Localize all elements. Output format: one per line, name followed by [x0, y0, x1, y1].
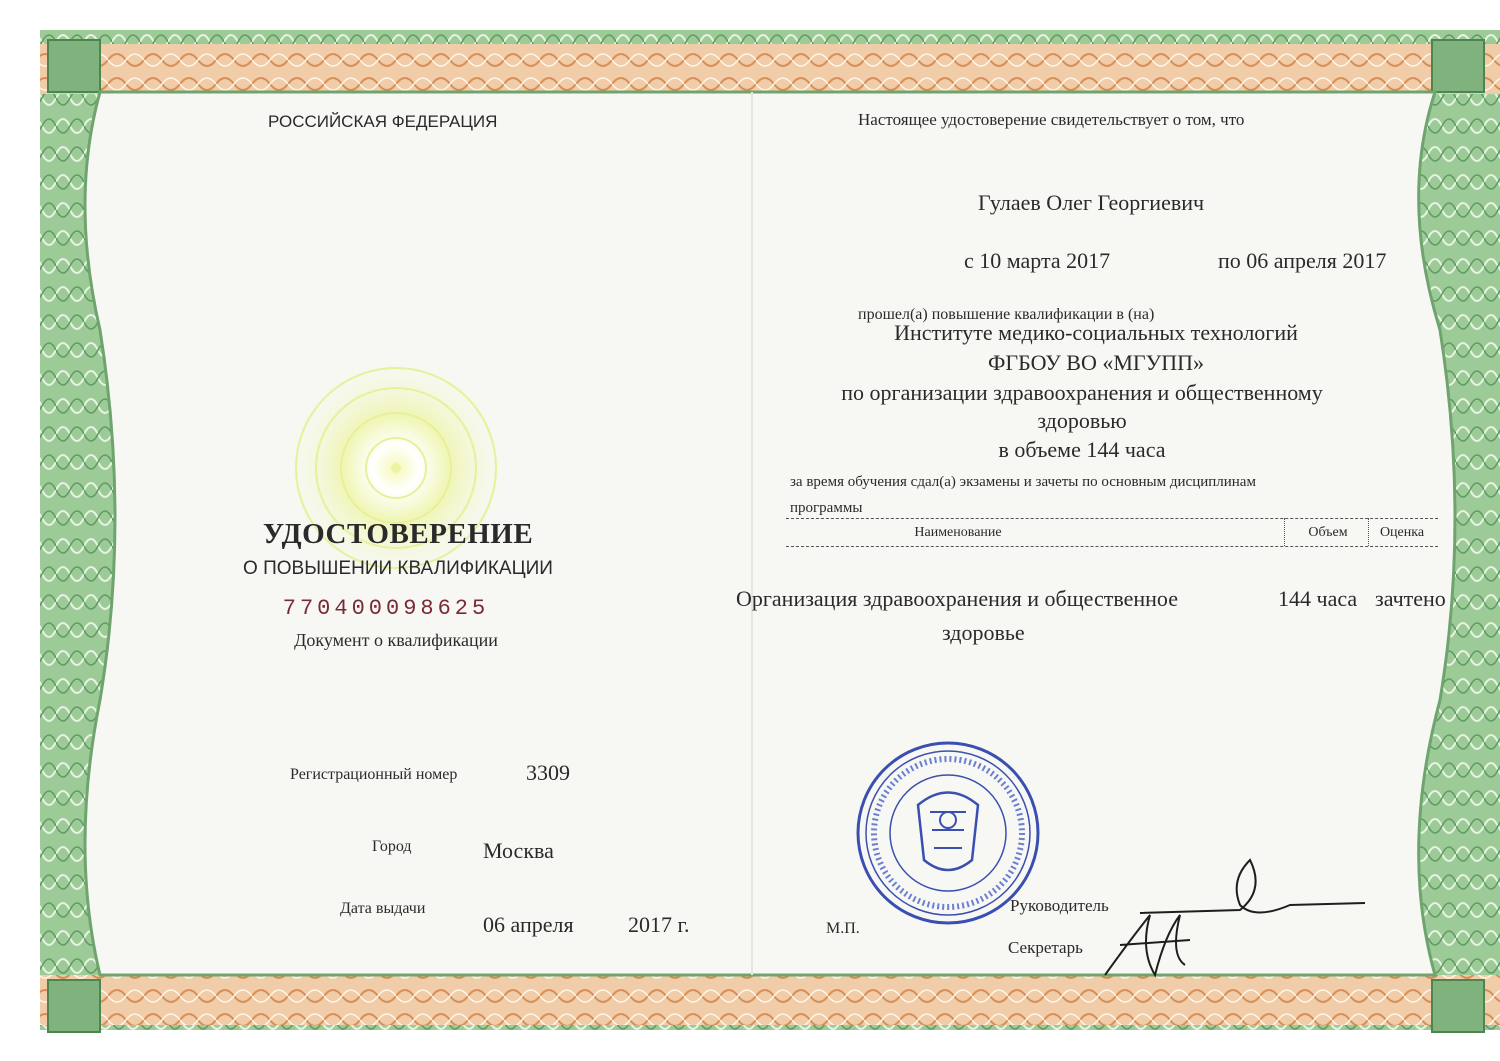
- table-header-volume: Объем: [1308, 525, 1348, 540]
- issue-date-day-month: 06 апреля: [483, 912, 574, 937]
- table-divider: [1368, 518, 1369, 546]
- program-line-1: по организации здравоохранения и общественному: [841, 380, 1323, 405]
- document-type-label: Документ о квалификации: [294, 630, 498, 650]
- volume-text: в объеме 144 часа: [998, 437, 1166, 462]
- serial-number: 770400098625: [282, 596, 490, 621]
- table-header-grade: Оценка: [1379, 525, 1425, 540]
- subject-name-line-1: Организация здравоохранения и общественное: [736, 586, 1178, 611]
- document-title: УДОСТОВЕРЕНИЕ: [262, 518, 534, 550]
- recipient-name: Гулаев Олег Георгиевич: [978, 190, 1205, 215]
- subject-name-line-2: здоровье: [942, 620, 1025, 645]
- stamp-place-label: М.П.: [826, 920, 860, 937]
- table-header-name: Наименование: [914, 525, 1002, 540]
- issue-date-label: Дата выдачи: [340, 900, 426, 917]
- intro-text: Настоящее удостоверение свидетельствует о том, что: [858, 110, 1245, 129]
- secretary-label: Секретарь: [1008, 938, 1083, 957]
- head-label: Руководитель: [1010, 896, 1109, 915]
- country-label: РОССИЙСКАЯ ФЕДЕРАЦИЯ: [268, 112, 498, 131]
- document-subtitle: О ПОВЫШЕНИИ КВАЛИФИКАЦИИ: [243, 558, 553, 579]
- exams-line-2: программы: [790, 500, 863, 516]
- table-top-rule: [786, 518, 1438, 519]
- date-to: по 06 апреля 2017: [1218, 248, 1387, 273]
- city-value: Москва: [483, 838, 554, 863]
- subject-grade: зачтено: [1375, 586, 1446, 611]
- institution-line-2: ФГБОУ ВО «МГУПП»: [987, 350, 1205, 375]
- city-label: Город: [372, 838, 412, 855]
- passed-label: прошел(а) повышение квалификации в (на): [858, 306, 1155, 323]
- date-from: с 10 марта 2017: [964, 248, 1111, 273]
- table-divider: [1284, 518, 1285, 546]
- registration-label: Регистрационный номер: [290, 766, 458, 783]
- exams-line-1: за время обучения сдал(а) экзамены и зачеты по основным дисциплинам: [790, 474, 1256, 490]
- program-line-2: здоровью: [1037, 408, 1127, 433]
- registration-number: 3309: [526, 760, 570, 785]
- table-header-rule: [786, 546, 1438, 547]
- issue-date-year: 2017 г.: [628, 912, 690, 937]
- subject-volume: 144 часа: [1278, 586, 1358, 611]
- institution-line-1: Институте медико-социальных технологий: [894, 320, 1298, 345]
